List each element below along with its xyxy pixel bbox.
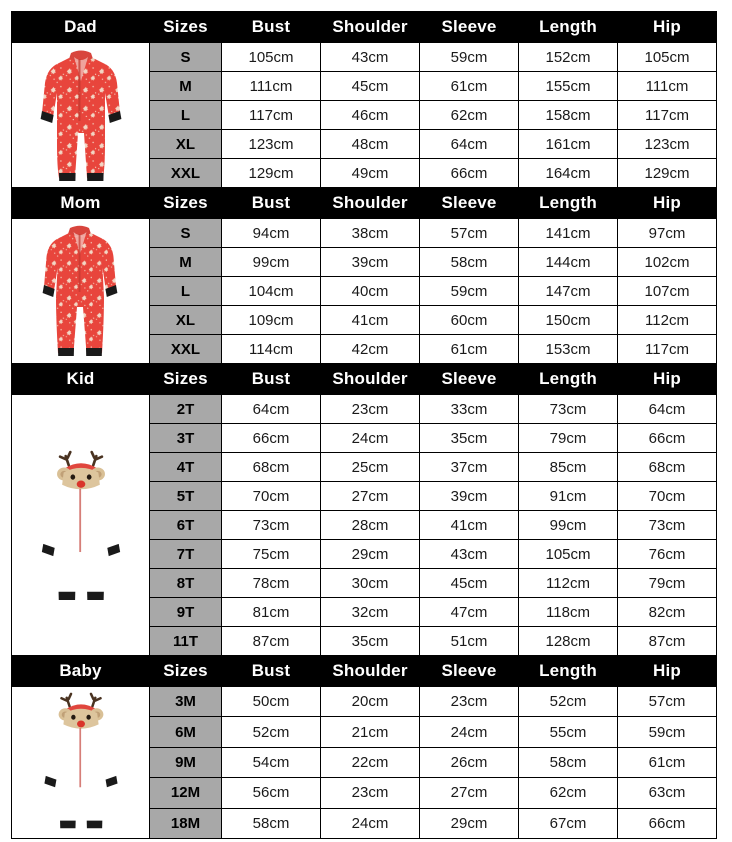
measurement-cell-sleeve: 29cm — [420, 808, 519, 838]
measurement-cell-hip: 64cm — [618, 395, 717, 424]
measurement-cell-sleeve: 59cm — [420, 43, 519, 72]
column-header-sizes: Sizes — [150, 12, 222, 43]
garment-illustration — [33, 47, 129, 183]
size-label-cell: XXL — [150, 335, 222, 364]
measurement-cell-sleeve: 51cm — [420, 627, 519, 656]
column-header-hip: Hip — [618, 12, 717, 43]
column-header-bust: Bust — [222, 364, 321, 395]
measurement-cell-bust: 87cm — [222, 627, 321, 656]
size-label-cell: 7T — [150, 540, 222, 569]
size-label-cell: XL — [150, 306, 222, 335]
measurement-cell-bust: 75cm — [222, 540, 321, 569]
figure-wrapper — [12, 690, 149, 835]
measurement-cell-shoulder: 22cm — [321, 747, 420, 777]
measurement-cell-hip: 73cm — [618, 511, 717, 540]
measurement-cell-sleeve: 64cm — [420, 130, 519, 159]
measurement-cell-bust: 68cm — [222, 453, 321, 482]
table-row — [12, 43, 717, 72]
measurement-cell-bust: 81cm — [222, 598, 321, 627]
size-label-cell: 11T — [150, 627, 222, 656]
measurement-cell-sleeve: 33cm — [420, 395, 519, 424]
measurement-cell-length: 161cm — [519, 130, 618, 159]
measurement-cell-length: 91cm — [519, 482, 618, 511]
measurement-cell-bust: 111cm — [222, 72, 321, 101]
measurement-cell-shoulder: 24cm — [321, 808, 420, 838]
section-header-mom — [12, 188, 717, 219]
section-category-label: Dad — [12, 12, 150, 43]
measurement-cell-length: 141cm — [519, 219, 618, 248]
measurement-cell-shoulder: 48cm — [321, 130, 420, 159]
measurement-cell-shoulder: 23cm — [321, 395, 420, 424]
measurement-cell-bust: 114cm — [222, 335, 321, 364]
column-header-hip: Hip — [618, 656, 717, 687]
measurement-cell-hip: 117cm — [618, 101, 717, 130]
product-figure-baby-reindeer-onesie — [12, 687, 150, 839]
section-category-label: Baby — [12, 656, 150, 687]
column-header-sizes: Sizes — [150, 188, 222, 219]
size-label-cell: 9M — [150, 747, 222, 777]
measurement-cell-bust: 104cm — [222, 277, 321, 306]
measurement-cell-hip: 112cm — [618, 306, 717, 335]
measurement-cell-shoulder: 32cm — [321, 598, 420, 627]
product-figure-kid-reindeer-onesie — [12, 395, 150, 656]
size-label-cell: 12M — [150, 778, 222, 808]
measurement-cell-length: 85cm — [519, 453, 618, 482]
product-figure-adult-male-onesie — [12, 43, 150, 188]
measurement-cell-shoulder: 30cm — [321, 569, 420, 598]
size-chart-table — [11, 11, 717, 839]
column-header-sizes: Sizes — [150, 364, 222, 395]
measurement-cell-length: 58cm — [519, 747, 618, 777]
measurement-cell-bust: 105cm — [222, 43, 321, 72]
measurement-cell-sleeve: 66cm — [420, 159, 519, 188]
measurement-cell-shoulder: 39cm — [321, 248, 420, 277]
measurement-cell-bust: 73cm — [222, 511, 321, 540]
measurement-cell-hip: 59cm — [618, 717, 717, 747]
measurement-cell-shoulder: 23cm — [321, 778, 420, 808]
measurement-cell-bust: 64cm — [222, 395, 321, 424]
section-header-baby — [12, 656, 717, 687]
measurement-cell-hip: 111cm — [618, 72, 717, 101]
measurement-cell-bust: 99cm — [222, 248, 321, 277]
size-label-cell: 2T — [150, 395, 222, 424]
figure-wrapper — [12, 448, 149, 603]
measurement-cell-shoulder: 28cm — [321, 511, 420, 540]
product-figure-adult-female-onesie — [12, 219, 150, 364]
garment-illustration — [35, 223, 127, 359]
section-header-kid — [12, 364, 717, 395]
measurement-cell-shoulder: 27cm — [321, 482, 420, 511]
column-header-sizes: Sizes — [150, 656, 222, 687]
measurement-cell-bust: 52cm — [222, 717, 321, 747]
measurement-cell-shoulder: 41cm — [321, 306, 420, 335]
measurement-cell-sleeve: 26cm — [420, 747, 519, 777]
measurement-cell-bust: 94cm — [222, 219, 321, 248]
measurement-cell-hip: 61cm — [618, 747, 717, 777]
measurement-cell-shoulder: 24cm — [321, 424, 420, 453]
measurement-cell-hip: 117cm — [618, 335, 717, 364]
measurement-cell-sleeve: 27cm — [420, 778, 519, 808]
measurement-cell-length: 147cm — [519, 277, 618, 306]
measurement-cell-sleeve: 57cm — [420, 219, 519, 248]
size-label-cell: XXL — [150, 159, 222, 188]
measurement-cell-shoulder: 20cm — [321, 687, 420, 717]
size-label-cell: S — [150, 43, 222, 72]
table-row — [12, 395, 717, 424]
measurement-cell-sleeve: 62cm — [420, 101, 519, 130]
column-header-shoulder: Shoulder — [321, 12, 420, 43]
measurement-cell-shoulder: 25cm — [321, 453, 420, 482]
measurement-cell-sleeve: 23cm — [420, 687, 519, 717]
size-label-cell: L — [150, 101, 222, 130]
size-label-cell: 6T — [150, 511, 222, 540]
measurement-cell-length: 144cm — [519, 248, 618, 277]
measurement-cell-sleeve: 37cm — [420, 453, 519, 482]
garment-illustration — [41, 690, 121, 835]
measurement-cell-shoulder: 46cm — [321, 101, 420, 130]
measurement-cell-bust: 129cm — [222, 159, 321, 188]
measurement-cell-sleeve: 43cm — [420, 540, 519, 569]
column-header-length: Length — [519, 188, 618, 219]
section-header-dad — [12, 12, 717, 43]
measurement-cell-length: 105cm — [519, 540, 618, 569]
measurement-cell-sleeve: 58cm — [420, 248, 519, 277]
measurement-cell-shoulder: 40cm — [321, 277, 420, 306]
measurement-cell-hip: 97cm — [618, 219, 717, 248]
measurement-cell-bust: 58cm — [222, 808, 321, 838]
section-category-label: Kid — [12, 364, 150, 395]
measurement-cell-sleeve: 45cm — [420, 569, 519, 598]
column-header-bust: Bust — [222, 12, 321, 43]
size-label-cell: S — [150, 219, 222, 248]
measurement-cell-hip: 79cm — [618, 569, 717, 598]
measurement-cell-hip: 123cm — [618, 130, 717, 159]
measurement-cell-sleeve: 24cm — [420, 717, 519, 747]
measurement-cell-hip: 82cm — [618, 598, 717, 627]
measurement-cell-sleeve: 41cm — [420, 511, 519, 540]
measurement-cell-sleeve: 61cm — [420, 72, 519, 101]
size-label-cell: 5T — [150, 482, 222, 511]
measurement-cell-shoulder: 49cm — [321, 159, 420, 188]
measurement-cell-length: 158cm — [519, 101, 618, 130]
measurement-cell-length: 150cm — [519, 306, 618, 335]
measurement-cell-bust: 78cm — [222, 569, 321, 598]
measurement-cell-hip: 87cm — [618, 627, 717, 656]
column-header-sleeve: Sleeve — [420, 12, 519, 43]
size-label-cell: 8T — [150, 569, 222, 598]
section-category-label: Mom — [12, 188, 150, 219]
measurement-cell-sleeve: 35cm — [420, 424, 519, 453]
measurement-cell-hip: 66cm — [618, 424, 717, 453]
measurement-cell-hip: 105cm — [618, 43, 717, 72]
size-label-cell: 18M — [150, 808, 222, 838]
measurement-cell-hip: 129cm — [618, 159, 717, 188]
size-label-cell: 3M — [150, 687, 222, 717]
measurement-cell-hip: 76cm — [618, 540, 717, 569]
table-row — [12, 687, 717, 717]
size-label-cell: 4T — [150, 453, 222, 482]
measurement-cell-bust: 117cm — [222, 101, 321, 130]
measurement-cell-shoulder: 38cm — [321, 219, 420, 248]
measurement-cell-bust: 123cm — [222, 130, 321, 159]
measurement-cell-shoulder: 45cm — [321, 72, 420, 101]
column-header-length: Length — [519, 364, 618, 395]
measurement-cell-shoulder: 29cm — [321, 540, 420, 569]
size-label-cell: M — [150, 72, 222, 101]
measurement-cell-bust: 66cm — [222, 424, 321, 453]
figure-wrapper — [12, 223, 149, 359]
measurement-cell-length: 152cm — [519, 43, 618, 72]
measurement-cell-bust: 54cm — [222, 747, 321, 777]
measurement-cell-length: 118cm — [519, 598, 618, 627]
measurement-cell-length: 112cm — [519, 569, 618, 598]
garment-illustration — [38, 448, 124, 603]
column-header-sleeve: Sleeve — [420, 364, 519, 395]
measurement-cell-length: 155cm — [519, 72, 618, 101]
measurement-cell-hip: 63cm — [618, 778, 717, 808]
measurement-cell-sleeve: 59cm — [420, 277, 519, 306]
measurement-cell-length: 73cm — [519, 395, 618, 424]
column-header-length: Length — [519, 12, 618, 43]
column-header-shoulder: Shoulder — [321, 364, 420, 395]
measurement-cell-shoulder: 21cm — [321, 717, 420, 747]
column-header-sleeve: Sleeve — [420, 188, 519, 219]
measurement-cell-sleeve: 61cm — [420, 335, 519, 364]
column-header-bust: Bust — [222, 188, 321, 219]
column-header-sleeve: Sleeve — [420, 656, 519, 687]
column-header-shoulder: Shoulder — [321, 656, 420, 687]
measurement-cell-hip: 70cm — [618, 482, 717, 511]
measurement-cell-hip: 102cm — [618, 248, 717, 277]
size-label-cell: 6M — [150, 717, 222, 747]
measurement-cell-hip: 107cm — [618, 277, 717, 306]
measurement-cell-bust: 56cm — [222, 778, 321, 808]
column-header-bust: Bust — [222, 656, 321, 687]
measurement-cell-length: 52cm — [519, 687, 618, 717]
column-header-shoulder: Shoulder — [321, 188, 420, 219]
measurement-cell-length: 164cm — [519, 159, 618, 188]
measurement-cell-bust: 109cm — [222, 306, 321, 335]
measurement-cell-length: 128cm — [519, 627, 618, 656]
measurement-cell-length: 99cm — [519, 511, 618, 540]
measurement-cell-hip: 68cm — [618, 453, 717, 482]
size-label-cell: XL — [150, 130, 222, 159]
measurement-cell-length: 62cm — [519, 778, 618, 808]
measurement-cell-sleeve: 60cm — [420, 306, 519, 335]
measurement-cell-sleeve: 39cm — [420, 482, 519, 511]
measurement-cell-hip: 66cm — [618, 808, 717, 838]
measurement-cell-sleeve: 47cm — [420, 598, 519, 627]
measurement-cell-shoulder: 43cm — [321, 43, 420, 72]
size-label-cell: 3T — [150, 424, 222, 453]
figure-wrapper — [12, 47, 149, 183]
measurement-cell-shoulder: 42cm — [321, 335, 420, 364]
measurement-cell-length: 67cm — [519, 808, 618, 838]
measurement-cell-hip: 57cm — [618, 687, 717, 717]
measurement-cell-length: 55cm — [519, 717, 618, 747]
measurement-cell-length: 79cm — [519, 424, 618, 453]
size-label-cell: 9T — [150, 598, 222, 627]
size-label-cell: L — [150, 277, 222, 306]
measurement-cell-bust: 70cm — [222, 482, 321, 511]
column-header-hip: Hip — [618, 364, 717, 395]
measurement-cell-length: 153cm — [519, 335, 618, 364]
column-header-length: Length — [519, 656, 618, 687]
measurement-cell-shoulder: 35cm — [321, 627, 420, 656]
column-header-hip: Hip — [618, 188, 717, 219]
measurement-cell-bust: 50cm — [222, 687, 321, 717]
size-label-cell: M — [150, 248, 222, 277]
table-row — [12, 219, 717, 248]
